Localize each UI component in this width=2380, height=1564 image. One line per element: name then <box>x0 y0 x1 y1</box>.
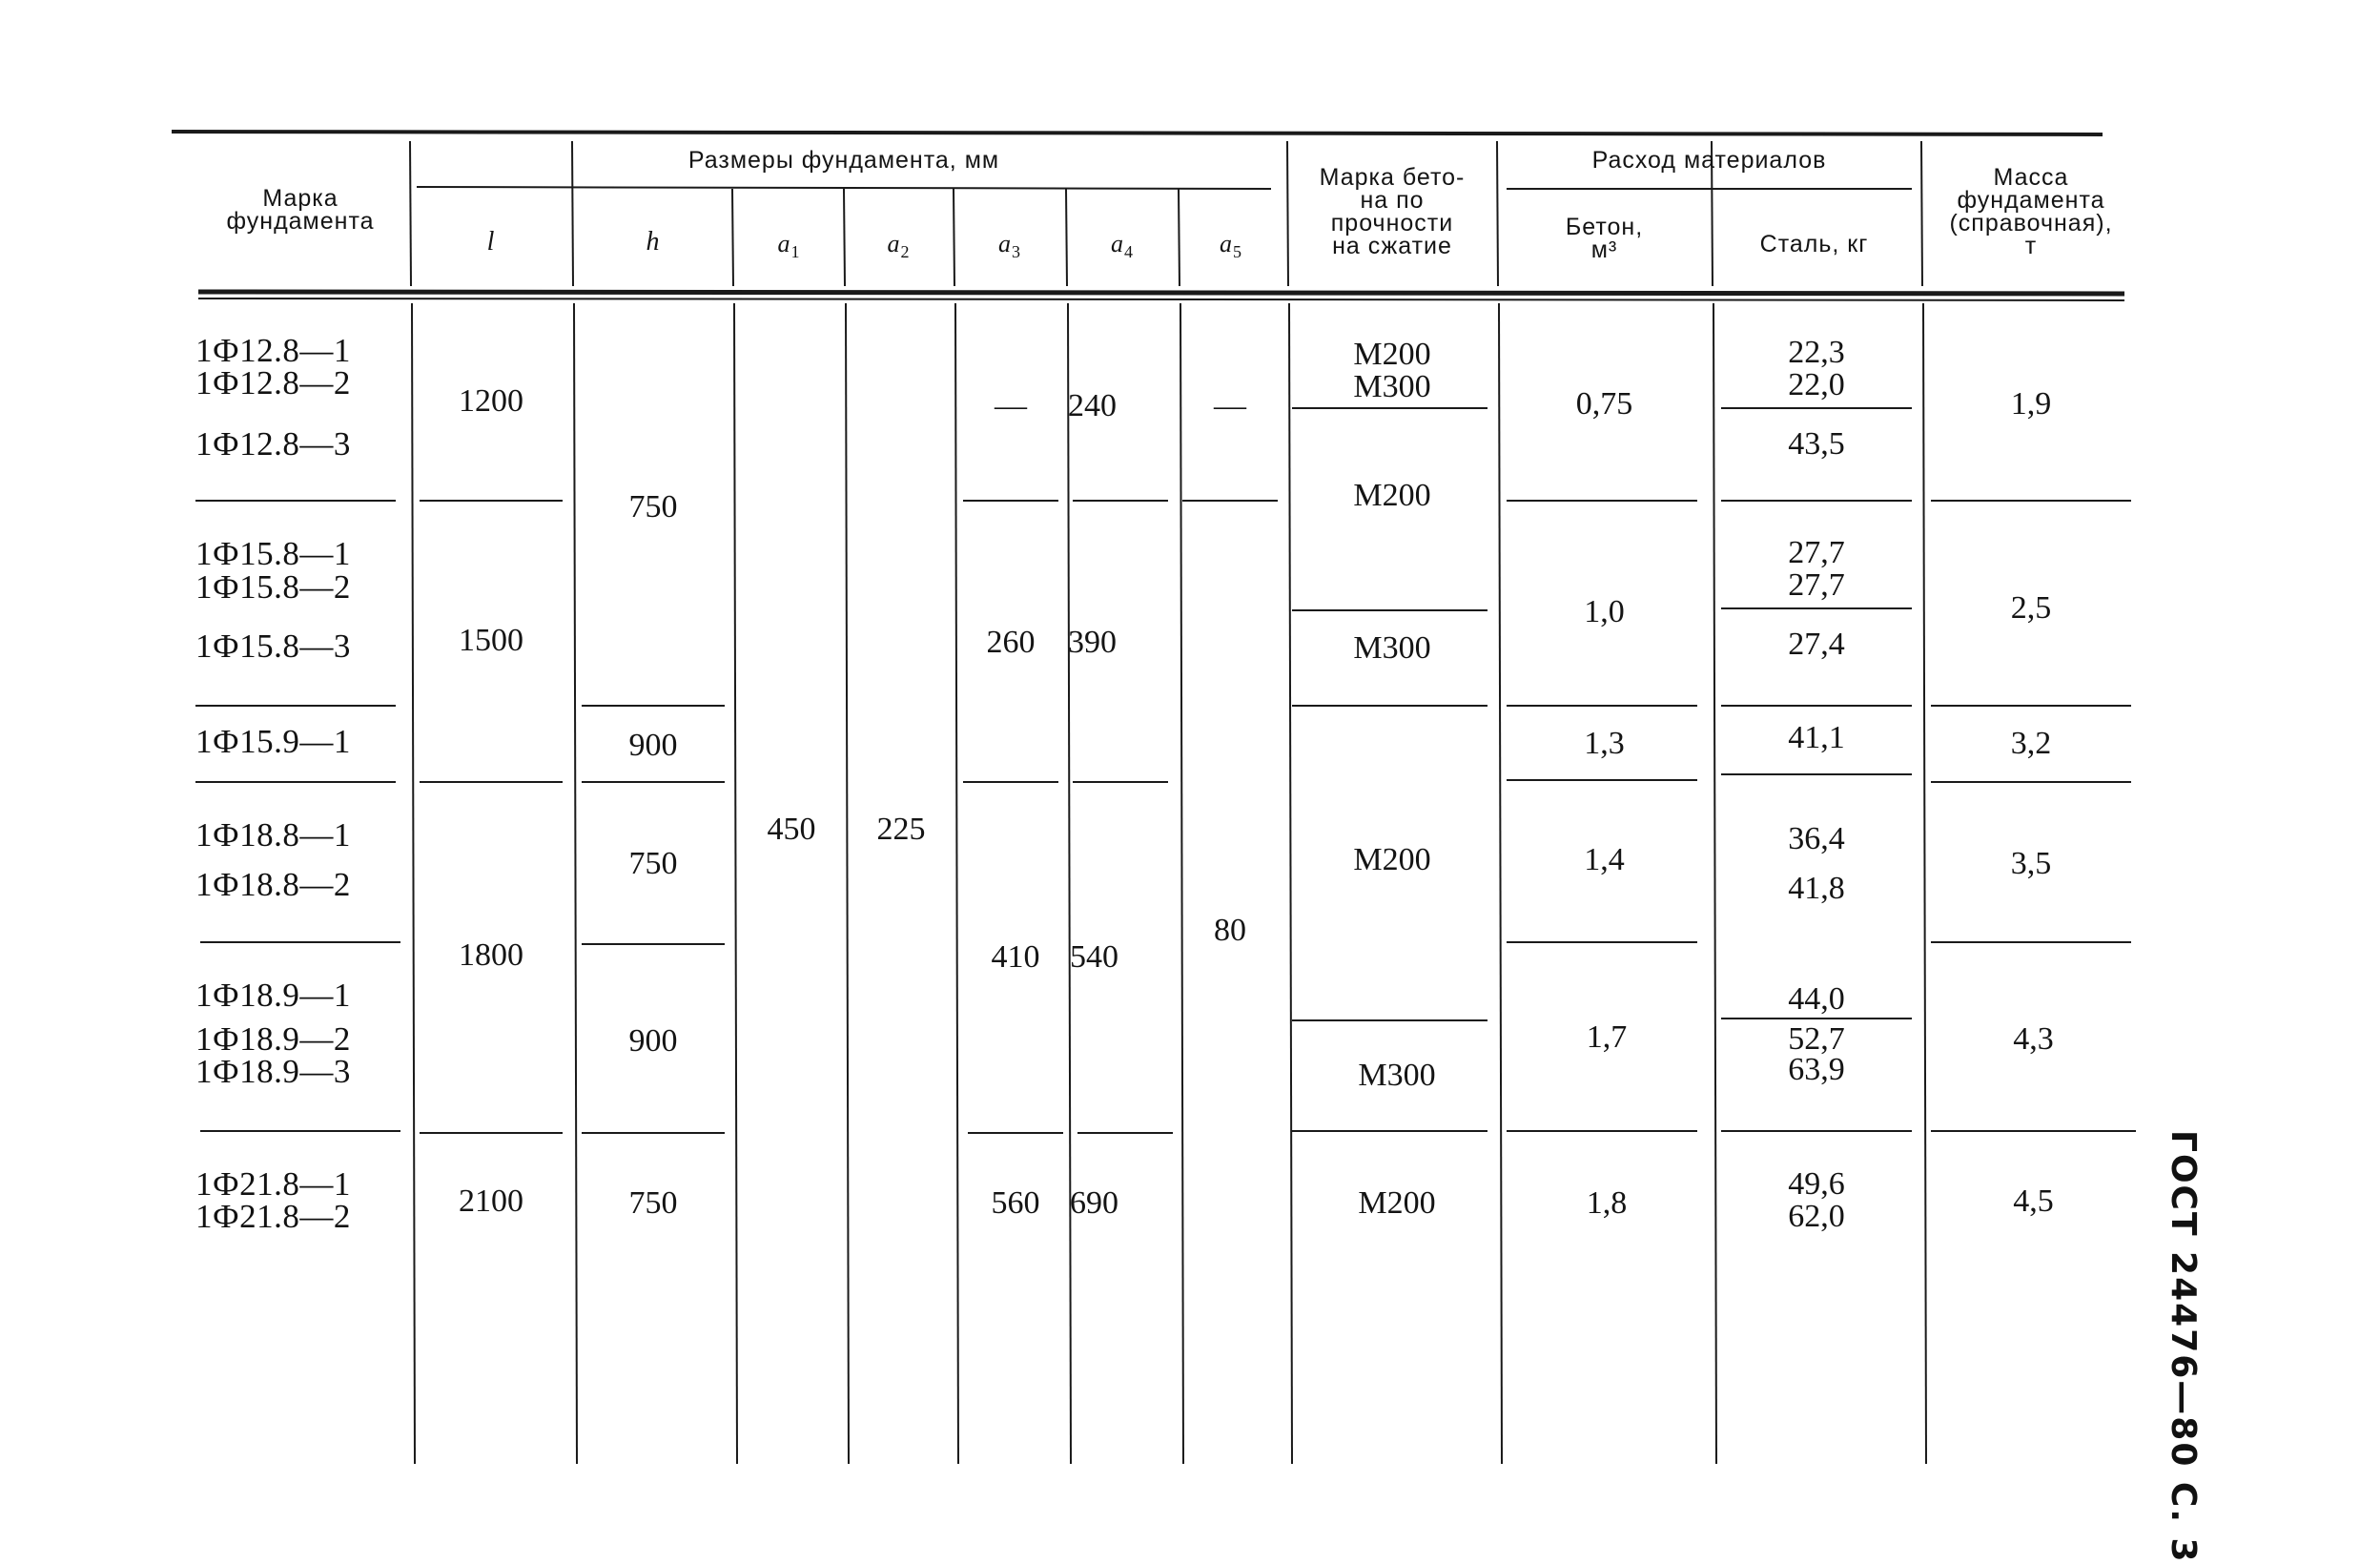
header-mark-line-2: фундамента <box>226 208 375 235</box>
header-grade-line-1: Марка бето- <box>1319 164 1466 191</box>
mark-row-3: 1Ф12.8—3 <box>195 425 351 463</box>
header-concrete-line-1: Бетон, <box>1565 214 1644 240</box>
header-dim-a1 <box>734 230 844 263</box>
cell-h-900-a: 900 <box>628 728 678 763</box>
rule-body-col-4 <box>955 303 958 1464</box>
cell-grade-m300-c: М300 <box>1358 1058 1436 1093</box>
rule-body-col-10 <box>1923 303 1926 1464</box>
header-dim-a2-sub: 2 <box>900 242 911 262</box>
header-dim-a1-sub: 1 <box>790 242 801 262</box>
cell-steel-10: 44,0 <box>1788 981 1845 1017</box>
header-steel-text: Сталь, кг <box>1759 231 1869 257</box>
rule-header-bottom-2 <box>198 298 2124 300</box>
cell-steel-13: 49,6 <box>1788 1166 1845 1202</box>
rule-top <box>172 132 2103 134</box>
cell-steel-8: 36,4 <box>1788 821 1845 856</box>
rule-body-col-3 <box>846 303 849 1464</box>
header-mark-line-1: Марка <box>262 185 339 212</box>
header-mass-line-3: (справочная), <box>1949 210 2113 237</box>
cell-concrete-1-4: 1,4 <box>1584 842 1625 877</box>
header-dim-a4-sub: 4 <box>1124 242 1134 262</box>
cell-steel-12: 63,9 <box>1788 1052 1845 1087</box>
cell-steel-1: 22,3 <box>1788 335 1845 370</box>
page-reference: ГОСТ 24476—80 С. 3 <box>2164 1130 2203 1564</box>
cell-h-900-b: 900 <box>628 1023 678 1059</box>
cell-steel-5: 27,7 <box>1788 567 1845 603</box>
cell-mass-1-9: 1,9 <box>2010 386 2052 422</box>
cell-a1: 450 <box>767 812 816 847</box>
rule-body-col-1 <box>574 303 577 1464</box>
rule-body-col-6 <box>1180 303 1183 1464</box>
cell-a5-dash: — <box>1214 388 1246 423</box>
cell-grade-m300-a: М300 <box>1353 369 1431 404</box>
cell-steel-4: 27,7 <box>1788 535 1845 570</box>
mark-row-9: 1Ф18.8—2 <box>195 866 351 903</box>
header-materials-group <box>1497 149 1921 172</box>
cell-l-1200: 1200 <box>459 383 523 419</box>
mark-row-4: 1Ф15.8—1 <box>195 535 351 572</box>
header-dims-group <box>415 149 1273 172</box>
cell-concrete-1-7: 1,7 <box>1586 1019 1628 1055</box>
header-dim-h <box>572 227 734 257</box>
mark-row-7: 1Ф15.9—1 <box>195 723 351 760</box>
header-dim-a3 <box>954 230 1066 263</box>
rule-header-bottom-1 <box>198 292 2124 294</box>
header-dim-a5-sub: 5 <box>1233 242 1242 262</box>
cell-a3-260: 260 <box>986 625 1036 660</box>
cell-concrete-0-75: 0,75 <box>1575 386 1633 422</box>
cell-l-2100: 2100 <box>459 1183 523 1219</box>
cell-grade-m200-c: М200 <box>1353 842 1431 877</box>
rule-body-col-7 <box>1289 303 1292 1464</box>
cell-steel-2: 22,0 <box>1788 367 1845 402</box>
header-materials-group-text: Расход материалов <box>1591 147 1827 174</box>
mark-row-10: 1Ф18.9—1 <box>195 977 351 1014</box>
header-dim-a1-sym: a <box>777 230 791 257</box>
header-dim-a2-sym: a <box>887 230 901 257</box>
header-mass-line-4: т <box>2024 233 2038 259</box>
header-concrete-line-2: м³ <box>1590 237 1618 263</box>
cell-l-1800: 1800 <box>459 937 523 973</box>
mark-row-13: 1Ф21.8—1 <box>195 1165 351 1203</box>
cell-steel-6: 27,4 <box>1788 627 1845 662</box>
mark-row-14: 1Ф21.8—2 <box>195 1198 351 1235</box>
cell-steel-14: 62,0 <box>1788 1199 1845 1234</box>
cell-grade-m300-b: М300 <box>1353 630 1431 666</box>
rule-body-col-8 <box>1499 303 1502 1464</box>
cell-a3-410: 410 <box>991 939 1040 975</box>
cell-a4-540: 540 <box>1070 939 1118 975</box>
header-dim-a5-sym: a <box>1220 230 1233 257</box>
rule-header-col-0 <box>410 141 411 286</box>
mark-row-11: 1Ф18.9—2 <box>195 1020 351 1058</box>
header-grade-line-4: на сжатие <box>1332 233 1452 259</box>
header-dim-h-sym: h <box>646 227 661 257</box>
cell-steel-7: 41,1 <box>1788 720 1845 755</box>
cell-a5-80: 80 <box>1214 913 1246 948</box>
cell-concrete-1-3: 1,3 <box>1584 726 1625 761</box>
mark-row-8: 1Ф18.8—1 <box>195 816 351 854</box>
mark-row-5: 1Ф15.8—2 <box>195 568 351 606</box>
cell-mass-2-5: 2,5 <box>2010 590 2052 626</box>
header-grade-line-3: прочности <box>1330 210 1454 237</box>
header-dim-a5 <box>1179 230 1283 263</box>
header-steel <box>1712 233 1917 256</box>
cell-a2: 225 <box>876 812 926 847</box>
header-dim-a4-sym: a <box>1111 230 1124 257</box>
header-dim-l <box>410 227 572 257</box>
header-mark <box>195 187 405 233</box>
cell-a4-690: 690 <box>1070 1185 1118 1221</box>
cell-a3-560: 560 <box>991 1185 1040 1221</box>
header-dim-a3-sub: 3 <box>1012 242 1021 262</box>
mark-row-6: 1Ф15.8—3 <box>195 628 351 665</box>
cell-a3-dash: — <box>995 388 1027 423</box>
header-dim-l-sym: l <box>486 227 496 257</box>
rule-body-col-2 <box>734 303 737 1464</box>
header-mass <box>1921 166 2141 257</box>
cell-mass-3-2: 3,2 <box>2010 726 2052 761</box>
header-dim-a4 <box>1066 230 1179 263</box>
cell-h-750-c: 750 <box>628 1185 678 1221</box>
header-concrete-grade <box>1287 166 1497 257</box>
cell-concrete-1-0: 1,0 <box>1584 594 1625 629</box>
cell-a4-390: 390 <box>1068 625 1117 660</box>
mark-row-2: 1Ф12.8—2 <box>195 364 351 401</box>
rule-dims-group <box>417 187 1271 189</box>
rule-body-col-5 <box>1068 303 1071 1464</box>
header-dims-group-text: Размеры фундамента, мм <box>687 147 1000 174</box>
header-dim-a3-sym: a <box>998 230 1012 257</box>
cell-mass-4-3: 4,3 <box>2013 1021 2054 1057</box>
cell-steel-11: 52,7 <box>1788 1021 1845 1057</box>
cell-a4-240: 240 <box>1068 388 1117 423</box>
cell-steel-3: 43,5 <box>1788 426 1845 462</box>
cell-h-750-a: 750 <box>628 489 678 525</box>
mark-row-12: 1Ф18.9—3 <box>195 1053 351 1090</box>
header-grade-line-2: на по <box>1360 187 1425 214</box>
header-concrete <box>1497 216 1712 261</box>
header-dim-a2 <box>844 230 954 263</box>
cell-mass-4-5: 4,5 <box>2013 1183 2054 1219</box>
rule-body-col-0 <box>412 303 415 1464</box>
header-mass-line-2: фундамента <box>1957 187 2105 214</box>
cell-mass-3-5: 3,5 <box>2010 846 2052 881</box>
mark-row-1: 1Ф12.8—1 <box>195 332 351 369</box>
cell-concrete-1-8: 1,8 <box>1586 1185 1628 1221</box>
cell-grade-m200-a: М200 <box>1353 337 1431 372</box>
cell-grade-m200-b: М200 <box>1353 478 1431 513</box>
cell-l-1500: 1500 <box>459 623 523 658</box>
cell-grade-m200-d: М200 <box>1358 1185 1436 1221</box>
header-mass-line-1: Масса <box>1993 164 2069 191</box>
cell-steel-9: 41,8 <box>1788 871 1845 906</box>
cell-h-750-b: 750 <box>628 846 678 881</box>
